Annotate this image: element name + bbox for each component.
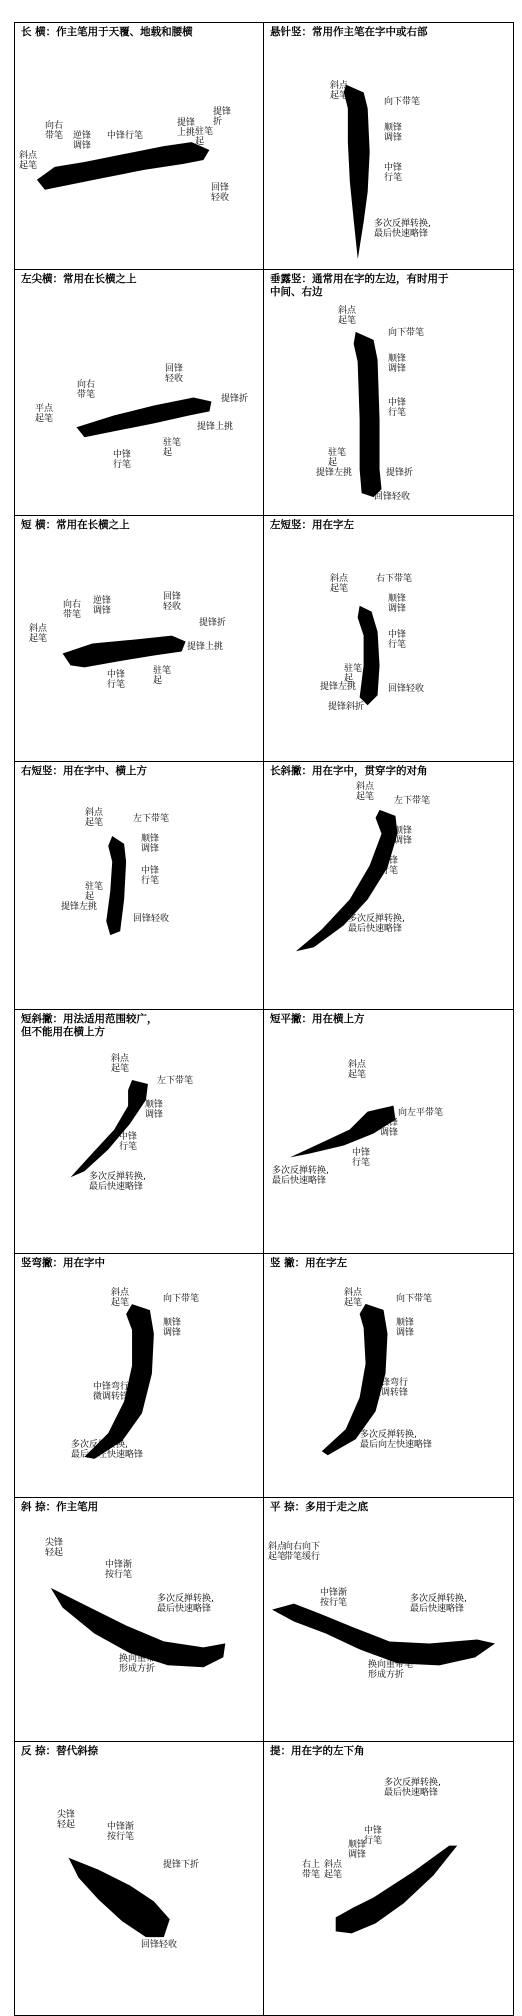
cell-shuwanpie — [14, 1254, 264, 1498]
cell-zuojianheng — [14, 270, 264, 516]
note: 左下带笔 — [394, 796, 431, 806]
note: 提锋下折 — [163, 1860, 200, 1870]
cell-fanna — [14, 1742, 264, 2016]
note: 提锋左挑 — [320, 682, 357, 692]
stroke-figure — [264, 782, 513, 1009]
note: 提锋折 — [199, 618, 227, 628]
note: 向下带笔 — [384, 97, 421, 107]
note: 多次反掸转换, 最后快速略锋 — [157, 1594, 214, 1614]
note: 向右 带笔 — [284, 1542, 303, 1562]
note: 斜点 起笔 — [111, 1288, 130, 1308]
note: 斜点 起笔 — [85, 808, 104, 828]
note: 向右 带笔 — [63, 600, 82, 620]
note: 多次反掸转换, 最后向左快速略锋 — [360, 1430, 433, 1450]
cell-title: 竖弯撇：用在字中 — [21, 1257, 105, 1269]
note: 尖锋 轻起 — [57, 1810, 76, 1830]
cell-title: 垂露竖：通常用在字的左边，有时用于 中间、右边 — [270, 273, 449, 298]
cell-title: 长斜撇：用在字中，贯穿字的对角 — [270, 765, 428, 777]
note: 换向重带笔 形成方折 — [368, 1660, 414, 1680]
note: 中锋行笔 — [107, 131, 144, 141]
slant-sweep-shape — [264, 782, 513, 1009]
note: 中锋 行笔 — [107, 670, 126, 690]
note: 驻笔 起 — [85, 882, 104, 902]
note: 回锋 轻收 — [211, 183, 230, 203]
top-caption — [0, 0, 522, 22]
stroke-figure — [264, 1762, 513, 2015]
note: 斜点 起笔 — [356, 782, 375, 802]
note: 多次反掸转换, 最后向左快速略锋 — [71, 1440, 144, 1460]
cell-title: 反 捺：替代斜捺 — [21, 1745, 99, 1757]
note: 提锋左挑 — [61, 902, 98, 912]
horizontal-stroke-shape — [15, 536, 263, 761]
note: 中锋 行笔 — [141, 866, 160, 886]
note: 回锋轻收 — [374, 492, 411, 502]
note: 顺锋 调锋 — [348, 1840, 367, 1860]
note: 多次反掸转换, 最后快速略锋 — [89, 1172, 146, 1192]
note: 斜点 起笔 — [330, 81, 349, 101]
flat-sweep-shape — [264, 1030, 513, 1253]
note: 换向重带笔 形成方折 — [119, 1654, 165, 1674]
note: 提锋折 — [221, 394, 249, 404]
cell-duanheng — [14, 516, 264, 762]
note: 斜点 起笔 — [268, 1542, 287, 1562]
note: 中锋 行笔 — [388, 398, 407, 418]
note: 提锋 上挑 — [177, 118, 196, 138]
note: 斜点 起笔 — [111, 1054, 130, 1074]
cell-title: 左尖横：常用在长横之上 — [21, 273, 137, 285]
note: 尖锋 轻起 — [45, 1538, 64, 1558]
note: 斜点 起笔 — [348, 1060, 367, 1080]
note: 中锋 行笔 — [352, 1148, 371, 1168]
note: 向下 缓行 — [302, 1542, 321, 1562]
rising-stroke-shape — [264, 1762, 513, 2015]
note: 提锋折 — [386, 468, 414, 478]
cell-title: 右短竖：用在字中、横上方 — [21, 765, 147, 777]
note: 向右 带笔 — [45, 121, 64, 141]
note: 中锋弯行 微调转锋 — [93, 1382, 130, 1402]
note: 回锋轻收 — [133, 914, 170, 924]
note: 中锋弯行 微调转锋 — [372, 1378, 409, 1398]
cell-title: 短平撇：用在横上方 — [270, 1013, 365, 1025]
stroke-figure — [15, 1762, 263, 2015]
slant-sweep-shape — [15, 1040, 263, 1253]
cell-pingna — [264, 1498, 514, 1742]
note: 提锋上挑 — [187, 642, 224, 652]
note: 中锋渐 按行笔 — [320, 1588, 348, 1608]
note: 驻笔 起 — [328, 448, 347, 468]
cell-xiena — [14, 1498, 264, 1742]
cell-chuilushu — [264, 270, 514, 516]
note: 斜点 起笔 — [19, 151, 38, 171]
cell-ti — [264, 1742, 514, 2016]
note: 向下带笔 — [388, 328, 425, 338]
note: 驻笔 起 — [195, 127, 214, 147]
note: 驻笔 起 — [153, 666, 172, 686]
reverse-press-shape — [15, 1762, 263, 2015]
cell-title: 短斜撇：用法适用范围较广， 但不能用在横上方 — [21, 1013, 158, 1038]
note: 中锋 行笔 — [388, 630, 407, 650]
note: 斜点 起笔 — [29, 624, 48, 644]
cell-title: 短 横：常用在长横之上 — [21, 519, 130, 531]
stroke-figure — [15, 536, 263, 761]
note: 顺锋 调锋 — [396, 1318, 415, 1338]
note: 中锋渐 按行笔 — [107, 1822, 135, 1842]
note: 顺锋 调锋 — [145, 1100, 164, 1120]
note: 向下带笔 — [396, 1294, 433, 1304]
note: 向下带笔 — [163, 1294, 200, 1304]
cell-duanpingpie — [264, 1010, 514, 1254]
note: 向右 带笔 — [77, 380, 96, 400]
note: 中锋 行笔 — [384, 163, 403, 183]
cell-title: 提：用在字的左下角 — [270, 1745, 365, 1757]
stroke-figure — [264, 1030, 513, 1253]
note: 平点 起笔 — [35, 404, 54, 424]
note: 回锋 轻收 — [165, 364, 184, 384]
note: 顺锋 调锋 — [141, 834, 160, 854]
note: 逆锋 调锋 — [93, 596, 112, 616]
note: 顺锋 调锋 — [163, 1318, 182, 1338]
note: 斜点 起笔 — [338, 306, 357, 326]
cell-zuoduanshu — [264, 516, 514, 762]
note: 向左平带笔 — [398, 1108, 444, 1118]
cell-shupie — [264, 1254, 514, 1498]
cell-changheng — [14, 22, 264, 270]
note: 回锋 轻收 — [163, 592, 182, 612]
note: 回锋轻收 — [388, 684, 425, 694]
note: 多次反掸转换, 最后快速略锋 — [374, 219, 431, 239]
note: 提锋斜折 — [328, 702, 365, 712]
cell-title: 平 捺：多用于走之底 — [270, 1501, 369, 1513]
note: 中锋 行笔 — [364, 1826, 383, 1846]
cell-title: 长 横：作主笔用于天覆、地载和腰横 — [21, 26, 193, 38]
note: 中锋 行笔 — [119, 1132, 138, 1152]
note: 提锋左挑 — [316, 468, 353, 478]
note: 右下带笔 — [376, 574, 413, 584]
note: 驻笔 起 — [344, 664, 363, 684]
note: 右上 带笔 — [302, 1860, 321, 1880]
stroke-reference-grid — [14, 22, 514, 2016]
note: 提锋 折 — [213, 107, 232, 127]
note: 多次反掸转换, 最后快速略锋 — [384, 1778, 441, 1798]
note: 多次反掸转换, 最后快速略锋 — [410, 1594, 467, 1614]
note: 逆锋 调锋 — [73, 131, 92, 151]
cell-title: 竖 撇：用在字左 — [270, 1257, 348, 1269]
note: 左下带笔 — [133, 814, 170, 824]
stroke-figure — [15, 1274, 263, 1497]
note: 顺锋 调锋 — [388, 594, 407, 614]
note: 顺锋 调锋 — [394, 826, 413, 846]
note: 顺锋 调锋 — [388, 354, 407, 374]
note: 顺锋 调锋 — [380, 1118, 399, 1138]
note: 斜点 起笔 — [344, 1288, 363, 1308]
cell-changxiepie — [264, 762, 514, 1010]
cell-title: 悬针竖：常用作主笔在字中或右部 — [270, 26, 428, 38]
cell-duanxiepie — [14, 1010, 264, 1254]
note: 斜点 起笔 — [330, 574, 349, 594]
stroke-figure — [15, 43, 263, 269]
horizontal-stroke-shape — [15, 43, 263, 269]
note: 多次反掸转换, 最后快速略锋 — [272, 1166, 329, 1186]
curved-sweep-shape — [15, 1274, 263, 1497]
cell-title: 斜 捺：作主笔用 — [21, 1501, 99, 1513]
note: 中锋 行笔 — [380, 856, 399, 876]
note: 回锋轻收 — [141, 1940, 178, 1950]
note: 顺锋 调锋 — [384, 123, 403, 143]
note: 中锋 行笔 — [113, 450, 132, 470]
stroke-figure — [15, 1040, 263, 1253]
note: 驻笔 起 — [163, 438, 182, 458]
cell-xuanzhenshu — [264, 22, 514, 270]
note: 多次反掸转换, 最后快速略锋 — [348, 914, 405, 934]
cell-title: 左短竖：用在字左 — [270, 519, 354, 531]
cell-youduanshu — [14, 762, 264, 1010]
note: 中锋渐 按行笔 — [105, 1560, 133, 1580]
note: 左下带笔 — [157, 1076, 194, 1086]
note: 提锋上挑 — [197, 422, 234, 432]
note: 斜点 起笔 — [324, 1860, 343, 1880]
